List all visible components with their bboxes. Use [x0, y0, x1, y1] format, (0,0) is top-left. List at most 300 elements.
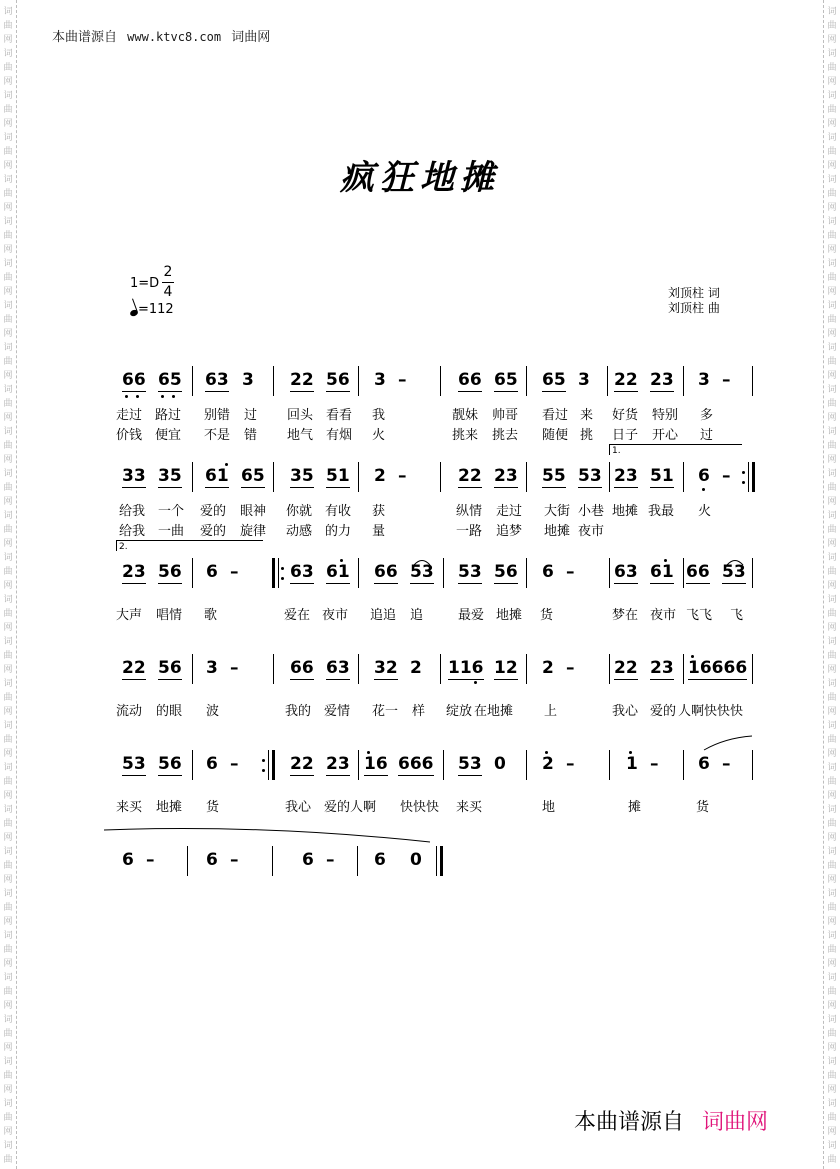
note-group: 66 — [374, 562, 398, 582]
watermark-glyph: 曲 — [3, 1071, 13, 1081]
watermark-glyph: 曲 — [3, 1113, 13, 1123]
note-group: 56 — [158, 754, 182, 774]
watermark-glyph: 词 — [827, 1099, 837, 1109]
note-group: 66 — [122, 370, 146, 390]
lyric: 货 — [540, 608, 554, 623]
lyric: 的眼 — [156, 704, 183, 719]
note-group: 53 — [578, 466, 602, 486]
watermark-glyph: 词 — [827, 1015, 837, 1025]
lyric: 你就 — [286, 504, 313, 519]
watermark-glyph: 曲 — [827, 231, 837, 241]
watermark-glyph: 网 — [827, 77, 837, 87]
watermark-glyph: 曲 — [3, 777, 13, 787]
watermark-glyph: 词 — [3, 973, 13, 983]
watermark-glyph: 网 — [3, 875, 13, 885]
lyric: 日子 — [612, 428, 639, 443]
watermark-glyph: 词 — [3, 1099, 13, 1109]
watermark-glyph: 词 — [3, 805, 13, 815]
note-group: 6 — [206, 562, 218, 582]
note-group: 6 — [206, 754, 218, 774]
watermark-glyph: 曲 — [3, 399, 13, 409]
note-group: 2 — [410, 658, 422, 678]
watermark-glyph: 曲 — [3, 861, 13, 871]
watermark-glyph: 曲 — [827, 21, 837, 31]
watermark-glyph: 曲 — [827, 105, 837, 115]
note-group: 63 — [326, 658, 350, 678]
song-title: 疯狂地摊 — [340, 158, 500, 198]
watermark-glyph: 网 — [827, 1001, 837, 1011]
watermark-glyph: 词 — [3, 469, 13, 479]
lyric: 夜市 — [650, 608, 677, 623]
note-group: 53 — [458, 562, 482, 582]
watermark-glyph: 词 — [827, 679, 837, 689]
watermark-glyph: 曲 — [827, 483, 837, 493]
watermark-glyph: 网 — [3, 1043, 13, 1053]
lyric: 一个 — [158, 504, 185, 519]
key-signature: 1=D — [130, 276, 160, 291]
lyric: 飞飞 — [686, 608, 713, 623]
watermark-glyph: 曲 — [3, 105, 13, 115]
watermark-glyph: 词 — [3, 889, 13, 899]
watermark-glyph: 曲 — [3, 1029, 13, 1039]
watermark-glyph: 词 — [3, 217, 13, 227]
lyric: 夜市 — [322, 608, 349, 623]
lyric: 追追 — [370, 608, 397, 623]
watermark-glyph: 词 — [3, 343, 13, 353]
watermark-glyph: 曲 — [3, 1155, 13, 1165]
note-group: 0 — [410, 850, 422, 870]
watermark-glyph: 网 — [827, 623, 837, 633]
lyric: 歌 — [204, 608, 218, 623]
lyric: 便宜 — [155, 428, 182, 443]
watermark-glyph: 曲 — [827, 525, 837, 535]
watermark-glyph: 曲 — [827, 861, 837, 871]
lyric: 流动 — [116, 704, 143, 719]
note-group: 2 — [374, 466, 386, 486]
watermark-glyph: 曲 — [827, 987, 837, 997]
watermark-glyph: 网 — [827, 959, 837, 969]
watermark-glyph: 曲 — [3, 735, 13, 745]
watermark-glyph: 曲 — [827, 441, 837, 451]
watermark-glyph: 网 — [3, 203, 13, 213]
watermark-glyph: 词 — [3, 301, 13, 311]
lyric: 样 — [412, 704, 426, 719]
note-group: 51 — [326, 466, 350, 486]
note-group: 56 — [494, 562, 518, 582]
watermark-glyph: 网 — [827, 497, 837, 507]
watermark-glyph: 曲 — [827, 399, 837, 409]
note-group: – — [230, 658, 239, 678]
note-group: 6 — [698, 754, 710, 774]
note-group: 63 — [290, 562, 314, 582]
note-group: 2 — [542, 754, 554, 774]
watermark-glyph: 曲 — [3, 987, 13, 997]
note-group: 23 — [614, 466, 638, 486]
watermark-glyph: 词 — [3, 511, 13, 521]
lyric: 获 — [372, 504, 386, 519]
watermark-glyph: 网 — [3, 833, 13, 843]
watermark-glyph: 曲 — [827, 1113, 837, 1123]
lyric: 地 — [542, 800, 556, 815]
watermark-glyph: 词 — [827, 973, 837, 983]
header-prefix: 本曲谱源自 — [52, 30, 118, 45]
note-group: 22 — [458, 466, 482, 486]
watermark-glyph: 词 — [827, 49, 837, 59]
note-group: 53 — [722, 562, 746, 582]
watermark-glyph: 网 — [3, 539, 13, 549]
lyricist-credit: 刘顶柱 词 — [668, 286, 720, 300]
watermark-glyph: 网 — [827, 665, 837, 675]
watermark-glyph: 曲 — [827, 567, 837, 577]
lyric: 随便 — [542, 428, 569, 443]
note-group: 66 — [686, 562, 710, 582]
watermark-glyph: 曲 — [827, 777, 837, 787]
note-group: – — [326, 850, 335, 870]
watermark-glyph: 词 — [3, 133, 13, 143]
note-group: 1 — [626, 754, 638, 774]
lyric: 错 — [244, 428, 258, 443]
lyric: 挑去 — [492, 428, 519, 443]
note-group: 35 — [290, 466, 314, 486]
lyric: 我 — [372, 408, 386, 423]
watermark-glyph: 网 — [3, 749, 13, 759]
lyric: 我心 — [612, 704, 639, 719]
time-signature-top: 2 — [163, 264, 173, 280]
note-group: – — [566, 658, 575, 678]
note-group: – — [650, 754, 659, 774]
lyric: 开心 — [652, 428, 679, 443]
note-group: 56 — [158, 562, 182, 582]
watermark-glyph: 网 — [827, 35, 837, 45]
watermark-glyph: 词 — [827, 847, 837, 857]
watermark-glyph: 网 — [3, 413, 13, 423]
note-group: 22 — [614, 658, 638, 678]
watermark-glyph: 网 — [3, 707, 13, 717]
note-group: 63 — [205, 370, 229, 390]
watermark-glyph: 网 — [3, 1127, 13, 1137]
watermark-glyph: 词 — [827, 553, 837, 563]
note-group: 22 — [290, 370, 314, 390]
lyric: 靓妹 — [452, 408, 479, 423]
watermark-glyph: 网 — [827, 1085, 837, 1095]
note-group: 61 — [205, 466, 229, 486]
note-group: 6 — [122, 850, 134, 870]
lyric: 在地摊 — [474, 704, 514, 719]
note-group: 116 — [448, 658, 484, 678]
lyric: 地摊 — [496, 608, 523, 623]
note-group: 6 — [374, 850, 386, 870]
lyric: 地摊 — [544, 524, 571, 539]
watermark-glyph: 网 — [827, 539, 837, 549]
watermark-glyph: 曲 — [3, 483, 13, 493]
note-group: – — [722, 466, 731, 486]
watermark-glyph: 曲 — [827, 357, 837, 367]
note-group: – — [722, 370, 731, 390]
note-group: 66 — [290, 658, 314, 678]
note-group: 6 — [542, 562, 554, 582]
watermark-glyph: 网 — [827, 287, 837, 297]
watermark-glyph: 曲 — [3, 147, 13, 157]
lyric: 爱的 — [200, 504, 227, 519]
note-group: – — [566, 562, 575, 582]
footer-brand-link[interactable]: 词曲网 — [702, 1110, 769, 1135]
watermark-glyph: 曲 — [3, 567, 13, 577]
note-group: – — [230, 850, 239, 870]
note-group: 65 — [494, 370, 518, 390]
note-group: – — [722, 754, 731, 774]
note-group: 666 — [398, 754, 434, 774]
watermark-glyph: 网 — [827, 707, 837, 717]
watermark-glyph: 词 — [3, 637, 13, 647]
watermark-glyph: 网 — [827, 581, 837, 591]
watermark-glyph: 曲 — [3, 525, 13, 535]
watermark-glyph: 词 — [827, 721, 837, 731]
note-group: 53 — [122, 754, 146, 774]
note-group: 32 — [374, 658, 398, 678]
lyric: 货 — [206, 800, 220, 815]
lyric: 追梦 — [496, 524, 523, 539]
note-group: 53 — [410, 562, 434, 582]
lyric: 爱情 — [324, 704, 351, 719]
lyric: 走过 — [496, 504, 523, 519]
watermark-glyph: 网 — [827, 791, 837, 801]
watermark-glyph: 网 — [3, 287, 13, 297]
watermark-glyph: 网 — [827, 455, 837, 465]
note-group: 55 — [542, 466, 566, 486]
watermark-glyph: 词 — [3, 385, 13, 395]
note-group: 0 — [494, 754, 506, 774]
lyric: 别错 — [204, 408, 231, 423]
note-group: 16 — [364, 754, 388, 774]
watermark-glyph: 网 — [3, 35, 13, 45]
watermark-glyph: 词 — [827, 217, 837, 227]
watermark-glyph: 词 — [827, 511, 837, 521]
lyric: 花一 — [372, 704, 399, 719]
header-url-link[interactable]: www.ktvc8.com — [127, 30, 222, 44]
lyric: 人啊快快快 — [678, 704, 744, 719]
watermark-glyph: 词 — [3, 1015, 13, 1025]
watermark-glyph: 词 — [3, 1057, 13, 1067]
note-group: 33 — [122, 466, 146, 486]
watermark-glyph: 词 — [827, 385, 837, 395]
note-group: 23 — [494, 466, 518, 486]
note-group: 12 — [494, 658, 518, 678]
first-ending-bracket: 1. — [609, 444, 742, 455]
tempo-value: =112 — [138, 302, 174, 317]
watermark-glyph: 曲 — [3, 231, 13, 241]
watermark-glyph: 曲 — [3, 693, 13, 703]
lyric: 爱在 — [284, 608, 311, 623]
tie-slur — [704, 736, 752, 750]
watermark-glyph: 网 — [827, 119, 837, 129]
watermark-glyph: 网 — [827, 875, 837, 885]
watermark-glyph: 曲 — [3, 21, 13, 31]
lyric: 爱的 — [200, 524, 227, 539]
lyric: 摊 — [628, 800, 642, 815]
lyric: 给我 — [119, 524, 146, 539]
watermark-glyph: 曲 — [3, 819, 13, 829]
note-group: 56 — [326, 370, 350, 390]
note-group: 51 — [650, 466, 674, 486]
watermark-glyph: 词 — [3, 7, 13, 17]
watermark-glyph: 词 — [827, 1141, 837, 1151]
lyric: 过 — [700, 428, 714, 443]
note-group: 63 — [614, 562, 638, 582]
watermark-glyph: 词 — [827, 637, 837, 647]
lyric: 大声 — [116, 608, 143, 623]
note-group: 3 — [242, 370, 254, 390]
lyric: 火 — [372, 428, 386, 443]
watermark-glyph: 曲 — [827, 147, 837, 157]
lyric: 地摊 — [612, 504, 639, 519]
lyric: 爱的 — [650, 704, 677, 719]
lyric: 价钱 — [116, 428, 143, 443]
lyric: 眼神 — [240, 504, 267, 519]
note-group: 3 — [206, 658, 218, 678]
watermark-glyph: 网 — [3, 917, 13, 927]
lyric: 一路 — [456, 524, 483, 539]
watermark-glyph: 曲 — [827, 1155, 837, 1165]
watermark-glyph: 词 — [827, 175, 837, 185]
note-group: 65 — [158, 370, 182, 390]
lyric: 上 — [544, 704, 558, 719]
note-group: 3 — [578, 370, 590, 390]
watermark-glyph: 网 — [3, 1001, 13, 1011]
watermark-glyph: 网 — [3, 329, 13, 339]
watermark-glyph: 词 — [3, 1141, 13, 1151]
watermark-glyph: 词 — [3, 175, 13, 185]
watermark-glyph: 曲 — [3, 441, 13, 451]
watermark-glyph: 曲 — [3, 357, 13, 367]
note-group: 16666 — [688, 658, 748, 678]
watermark-glyph: 曲 — [827, 735, 837, 745]
note-group: 65 — [542, 370, 566, 390]
second-ending-bracket: 2. — [116, 540, 263, 551]
lyric: 来买 — [116, 800, 143, 815]
lyric: 给我 — [119, 504, 146, 519]
watermark-glyph: 词 — [3, 553, 13, 563]
watermark-glyph: 词 — [827, 427, 837, 437]
watermark-glyph: 词 — [3, 595, 13, 605]
watermark-glyph: 曲 — [827, 273, 837, 283]
lyric: 我心 — [285, 800, 312, 815]
lyric: 过 — [244, 408, 258, 423]
watermark-glyph: 曲 — [3, 903, 13, 913]
watermark-glyph: 网 — [827, 161, 837, 171]
watermark-glyph: 曲 — [827, 693, 837, 703]
watermark-glyph: 网 — [827, 1043, 837, 1053]
note-group: 61 — [650, 562, 674, 582]
note-group: 23 — [122, 562, 146, 582]
lyric: 最爱 — [458, 608, 485, 623]
lyric: 小巷 — [578, 504, 605, 519]
watermark-glyph: 网 — [827, 1127, 837, 1137]
lyric: 绽放 — [446, 704, 473, 719]
header-site-name: 词曲网 — [231, 30, 271, 45]
lyric: 快快快 — [400, 800, 440, 815]
watermark-glyph: 词 — [3, 931, 13, 941]
watermark-glyph: 词 — [827, 1057, 837, 1067]
watermark-glyph: 词 — [3, 763, 13, 773]
watermark-glyph: 网 — [827, 413, 837, 423]
watermark-glyph: 曲 — [827, 189, 837, 199]
watermark-glyph: 词 — [827, 763, 837, 773]
lyric: 我的 — [285, 704, 312, 719]
watermark-glyph: 词 — [3, 847, 13, 857]
lyric: 多 — [700, 408, 714, 423]
lyric: 追 — [410, 608, 424, 623]
note-group: 6 — [302, 850, 314, 870]
watermark-glyph: 曲 — [3, 945, 13, 955]
watermark-glyph: 网 — [827, 203, 837, 213]
watermark-glyph: 词 — [827, 343, 837, 353]
lyric: 有烟 — [326, 428, 353, 443]
watermark-glyph: 曲 — [827, 1029, 837, 1039]
composer-credit: 刘顶柱 曲 — [668, 301, 720, 315]
note-group: 6 — [698, 466, 710, 486]
lyric: 看过 — [542, 408, 569, 423]
lyric: 唱情 — [156, 608, 183, 623]
watermark-glyph: 词 — [3, 721, 13, 731]
lyric: 纵情 — [456, 504, 483, 519]
watermark-glyph: 网 — [3, 119, 13, 129]
watermark-glyph: 网 — [3, 371, 13, 381]
lyric: 来买 — [456, 800, 483, 815]
watermark-glyph: 网 — [3, 245, 13, 255]
watermark-glyph: 网 — [827, 917, 837, 927]
lyric: 有收 — [325, 504, 352, 519]
watermark-glyph: 网 — [3, 161, 13, 171]
lyric: 我最 — [648, 504, 675, 519]
watermark-glyph: 词 — [3, 679, 13, 689]
watermark-glyph: 曲 — [827, 63, 837, 73]
watermark-glyph: 词 — [3, 91, 13, 101]
lyric: 路过 — [155, 408, 182, 423]
lyric: 火 — [698, 504, 712, 519]
lyric: 夜市 — [578, 524, 605, 539]
tie-slur — [414, 561, 430, 566]
watermark-glyph: 词 — [827, 7, 837, 17]
lyric: 回头 — [287, 408, 314, 423]
watermark-glyph: 词 — [827, 931, 837, 941]
watermark-glyph: 网 — [3, 665, 13, 675]
watermark-glyph: 网 — [827, 749, 837, 759]
lyric: 挑来 — [452, 428, 479, 443]
watermark-glyph: 词 — [827, 469, 837, 479]
watermark-glyph: 曲 — [3, 315, 13, 325]
watermark-glyph: 网 — [3, 791, 13, 801]
lyric: 大街 — [544, 504, 571, 519]
watermark-glyph: 网 — [3, 77, 13, 87]
note-group: 22 — [614, 370, 638, 390]
lyric: 走过 — [116, 408, 143, 423]
watermark-glyph: 词 — [827, 889, 837, 899]
lyric: 地摊 — [156, 800, 183, 815]
watermark-glyph: 曲 — [827, 819, 837, 829]
watermark-glyph: 词 — [3, 427, 13, 437]
lyric: 波 — [206, 704, 220, 719]
source-footer — [574, 1105, 768, 1136]
note-group: 22 — [122, 658, 146, 678]
note-group: – — [230, 754, 239, 774]
lyric: 不是 — [204, 428, 231, 443]
watermark-glyph: 词 — [827, 595, 837, 605]
note-group: 22 — [290, 754, 314, 774]
watermark-glyph: 曲 — [3, 609, 13, 619]
watermark-glyph: 网 — [3, 581, 13, 591]
watermark-glyph: 曲 — [827, 903, 837, 913]
lyric: 看看 — [326, 408, 353, 423]
